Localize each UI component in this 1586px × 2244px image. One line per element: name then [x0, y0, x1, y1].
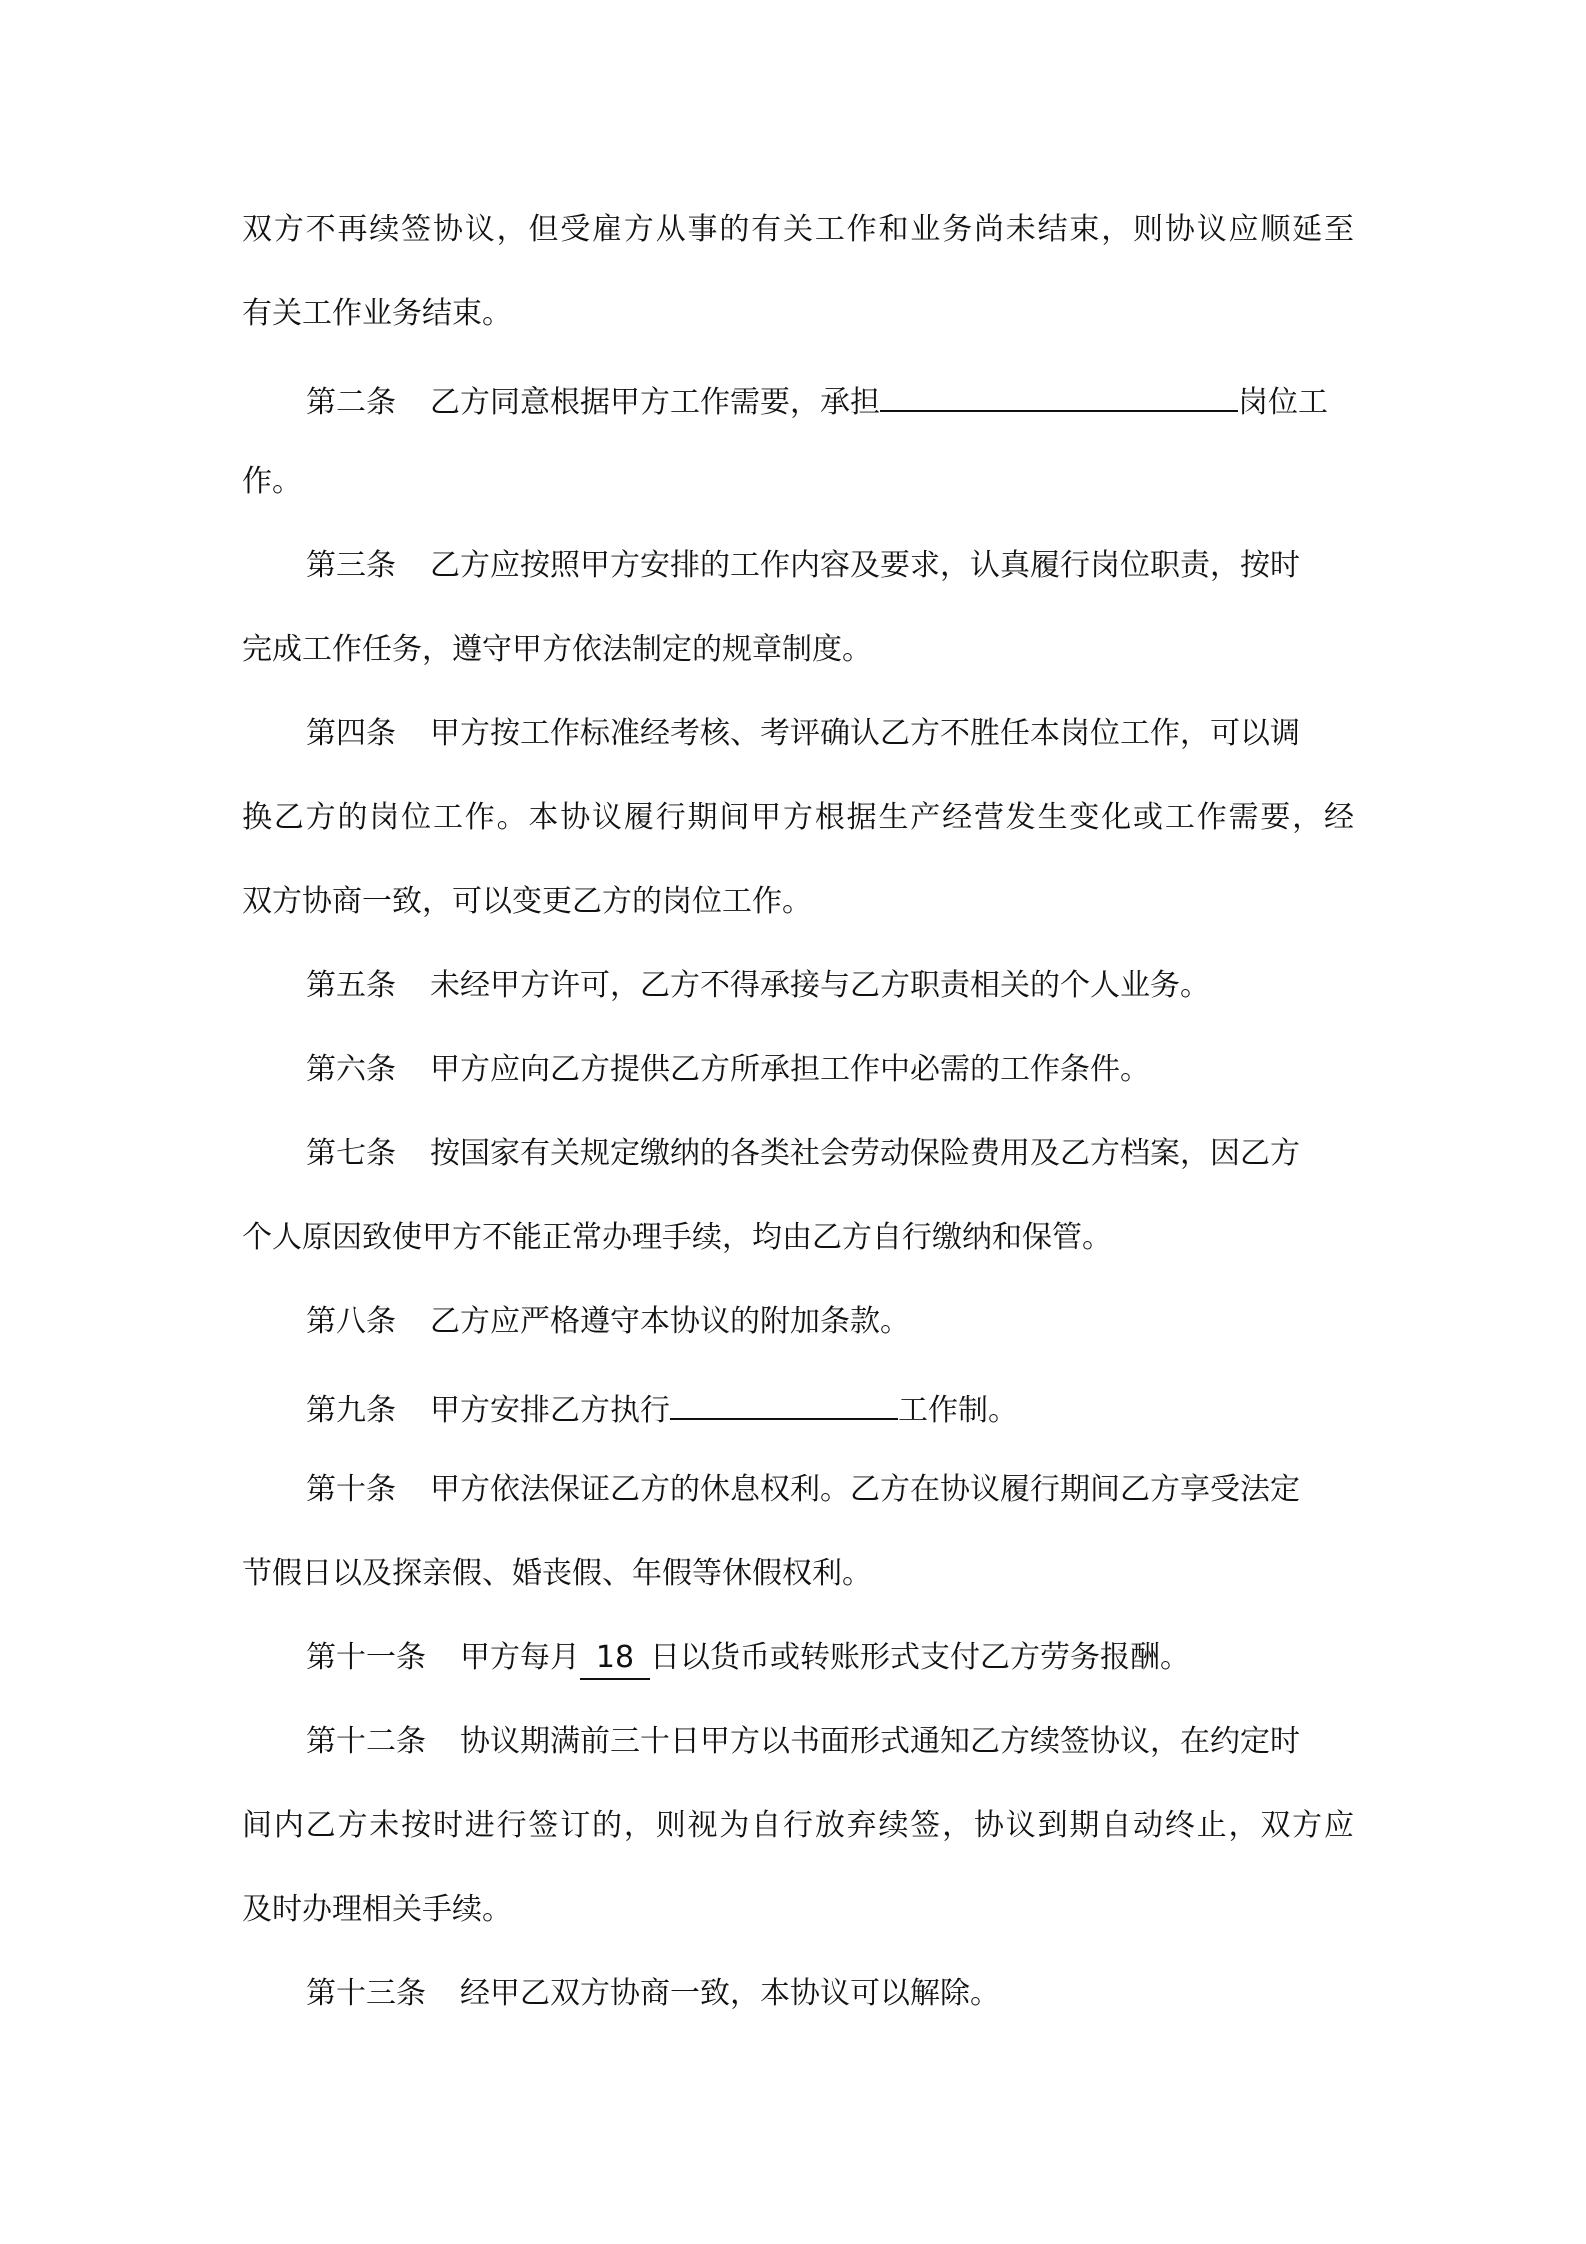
article-12-label: 第十二条	[306, 1724, 426, 1759]
article-6-text: 甲方应向乙方提供乙方所承担工作中必需的工作条件。	[430, 1052, 1150, 1087]
article-12-line-1	[306, 1722, 1300, 1762]
article-4-line-2	[242, 798, 1354, 838]
article-8-label: 第八条	[306, 1304, 396, 1339]
article-11-line	[306, 1638, 1190, 1678]
article-4-line-3	[242, 882, 812, 922]
article-7-line-1	[306, 1134, 1300, 1174]
article-4-text: 甲方按工作标准经考核、考评确认乙方不胜任本岗位工作，可以调	[430, 716, 1300, 751]
article-3-text: 乙方应按照甲方安排的工作内容及要求，认真履行岗位职责，按时	[430, 548, 1300, 583]
article-10-line-2	[242, 1554, 872, 1594]
article-10-text: 甲方依法保证乙方的休息权利。乙方在协议履行期间乙方享受法定	[430, 1472, 1300, 1507]
article-4-label: 第四条	[306, 716, 396, 751]
article-2-label: 第二条	[306, 385, 396, 420]
line-6-text: 完成工作任务，遵守甲方依法制定的规章制度。	[242, 632, 872, 667]
article-13-label: 第十三条	[306, 1976, 426, 2011]
line-21-text: 及时办理相关手续。	[242, 1892, 512, 1927]
article-5-text: 未经甲方许可，乙方不得承接与乙方职责相关的个人业务。	[430, 968, 1210, 1003]
article-12-line-3	[242, 1890, 512, 1930]
article-8-line	[306, 1302, 910, 1342]
article-7-label: 第七条	[306, 1136, 396, 1171]
line-9-text: 双方协商一致，可以变更乙方的岗位工作。	[242, 884, 812, 919]
article-3-line-2	[242, 630, 872, 670]
article-5-line	[306, 966, 1210, 1006]
article-7-text: 按国家有关规定缴纳的各类社会劳动保险费用及乙方档案，因乙方	[430, 1136, 1300, 1171]
article-13-line	[306, 1974, 1000, 2014]
article-5-label: 第五条	[306, 968, 396, 1003]
line-8-text: 换乙方的岗位工作。本协议履行期间甲方根据生产经营发生变化或工作需要，经	[242, 800, 1354, 835]
article-9-line	[306, 1386, 1018, 1426]
article-3-line-1	[306, 546, 1300, 586]
article-4-line-1	[306, 714, 1300, 754]
article-10-line-1	[306, 1470, 1300, 1510]
article-2-line-2	[242, 462, 302, 502]
work-system-blank-field[interactable]	[670, 1386, 898, 1420]
article-11-text-after: 日以货币或转账形式支付乙方劳务报酬。	[650, 1640, 1190, 1675]
line-20-text: 间内乙方未按时进行签订的，则视为自行放弃续签，协议到期自动终止，双方应	[242, 1808, 1354, 1843]
line-2-text: 有关工作业务结束。	[242, 296, 512, 331]
article-2-text-before: 乙方同意根据甲方工作需要，承担	[430, 385, 880, 420]
position-blank-field[interactable]	[880, 378, 1238, 412]
article-12-text: 协议期满前三十日甲方以书面形式通知乙方续签协议，在约定时	[460, 1724, 1300, 1759]
article-9-text-after: 工作制。	[898, 1393, 1018, 1428]
article-9-text-before: 甲方安排乙方执行	[430, 1393, 670, 1428]
article-3-label: 第三条	[306, 548, 396, 583]
article-11-text-before: 甲方每月	[460, 1640, 580, 1675]
article-10-label: 第十条	[306, 1472, 396, 1507]
line-13-text: 个人原因致使甲方不能正常办理手续，均由乙方自行缴纳和保管。	[242, 1220, 1112, 1255]
article-13-text: 经甲乙双方协商一致，本协议可以解除。	[460, 1976, 1000, 2011]
line-4-text: 作。	[242, 464, 302, 499]
article-2-text-after: 岗位工	[1238, 385, 1328, 420]
line-17-text: 节假日以及探亲假、婚丧假、年假等休假权利。	[242, 1556, 872, 1591]
paragraph-line-1	[242, 210, 1354, 250]
article-8-text: 乙方应严格遵守本协议的附加条款。	[430, 1304, 910, 1339]
line-1-text: 双方不再续签协议，但受雇方从事的有关工作和业务尚未结束，则协议应顺延至	[242, 212, 1354, 247]
article-7-line-2	[242, 1218, 1112, 1258]
article-2-line-1	[306, 378, 1328, 418]
pay-day-field[interactable]: 18	[580, 1638, 650, 1680]
paragraph-line-2	[242, 294, 512, 334]
article-11-label: 第十一条	[306, 1640, 426, 1675]
article-6-label: 第六条	[306, 1052, 396, 1087]
article-9-label: 第九条	[306, 1393, 396, 1428]
article-6-line	[306, 1050, 1150, 1090]
article-12-line-2	[242, 1806, 1354, 1846]
